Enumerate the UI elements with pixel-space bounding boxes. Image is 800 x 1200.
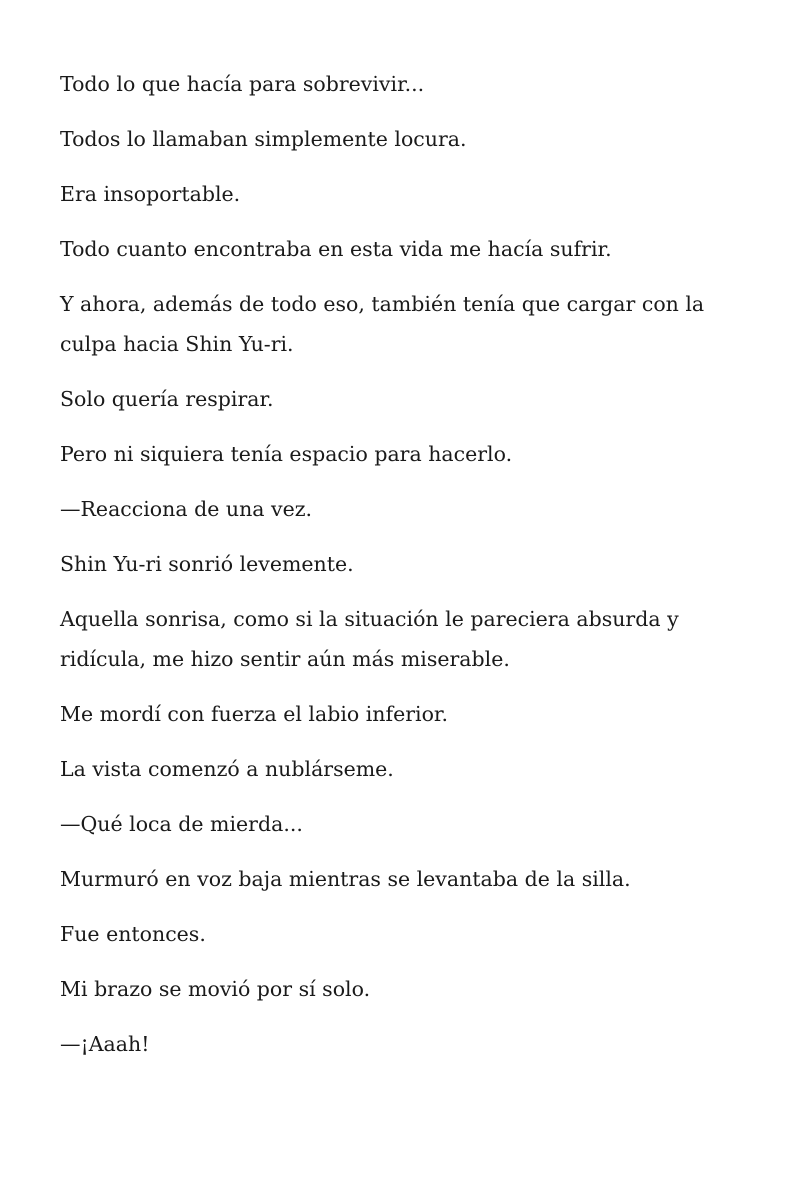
paragraph: Mi brazo se movió por sí solo. xyxy=(60,977,371,1001)
dialogue-line: —Reacciona de una vez. xyxy=(60,497,313,521)
paragraph: Me mordí con fuerza el labio inferior. xyxy=(60,702,448,726)
paragraph: Solo quería respirar. xyxy=(60,387,274,411)
paragraph: La vista comenzó a nublárseme. xyxy=(60,757,394,781)
paragraph: Y ahora, además de todo eso, también tenía que cargar con la culpa hacia Shin Yu-ri. xyxy=(60,292,705,356)
paragraph: Aquella sonrisa, como si la situación le pareciera absurda y ridícula, me hizo sentir aún más miserable. xyxy=(60,607,679,671)
paragraph: Shin Yu-ri sonrió levemente. xyxy=(60,552,354,576)
paragraph: Fue entonces. xyxy=(60,922,206,946)
dialogue-line: —Qué loca de mierda... xyxy=(60,812,303,836)
dialogue-line: —¡Aaah! xyxy=(60,1032,150,1056)
paragraph: Murmuró en voz baja mientras se levantaba de la silla. xyxy=(60,867,631,891)
paragraph: Todos lo llamaban simplemente locura. xyxy=(60,127,467,151)
paragraph: Todo cuanto encontraba en esta vida me hacía sufrir. xyxy=(60,237,612,261)
paragraph: Todo lo que hacía para sobrevivir... xyxy=(60,72,425,96)
paragraph: Pero ni siquiera tenía espacio para hacerlo. xyxy=(60,442,513,466)
paragraph: Era insoportable. xyxy=(60,182,241,206)
document-body xyxy=(60,64,740,1079)
